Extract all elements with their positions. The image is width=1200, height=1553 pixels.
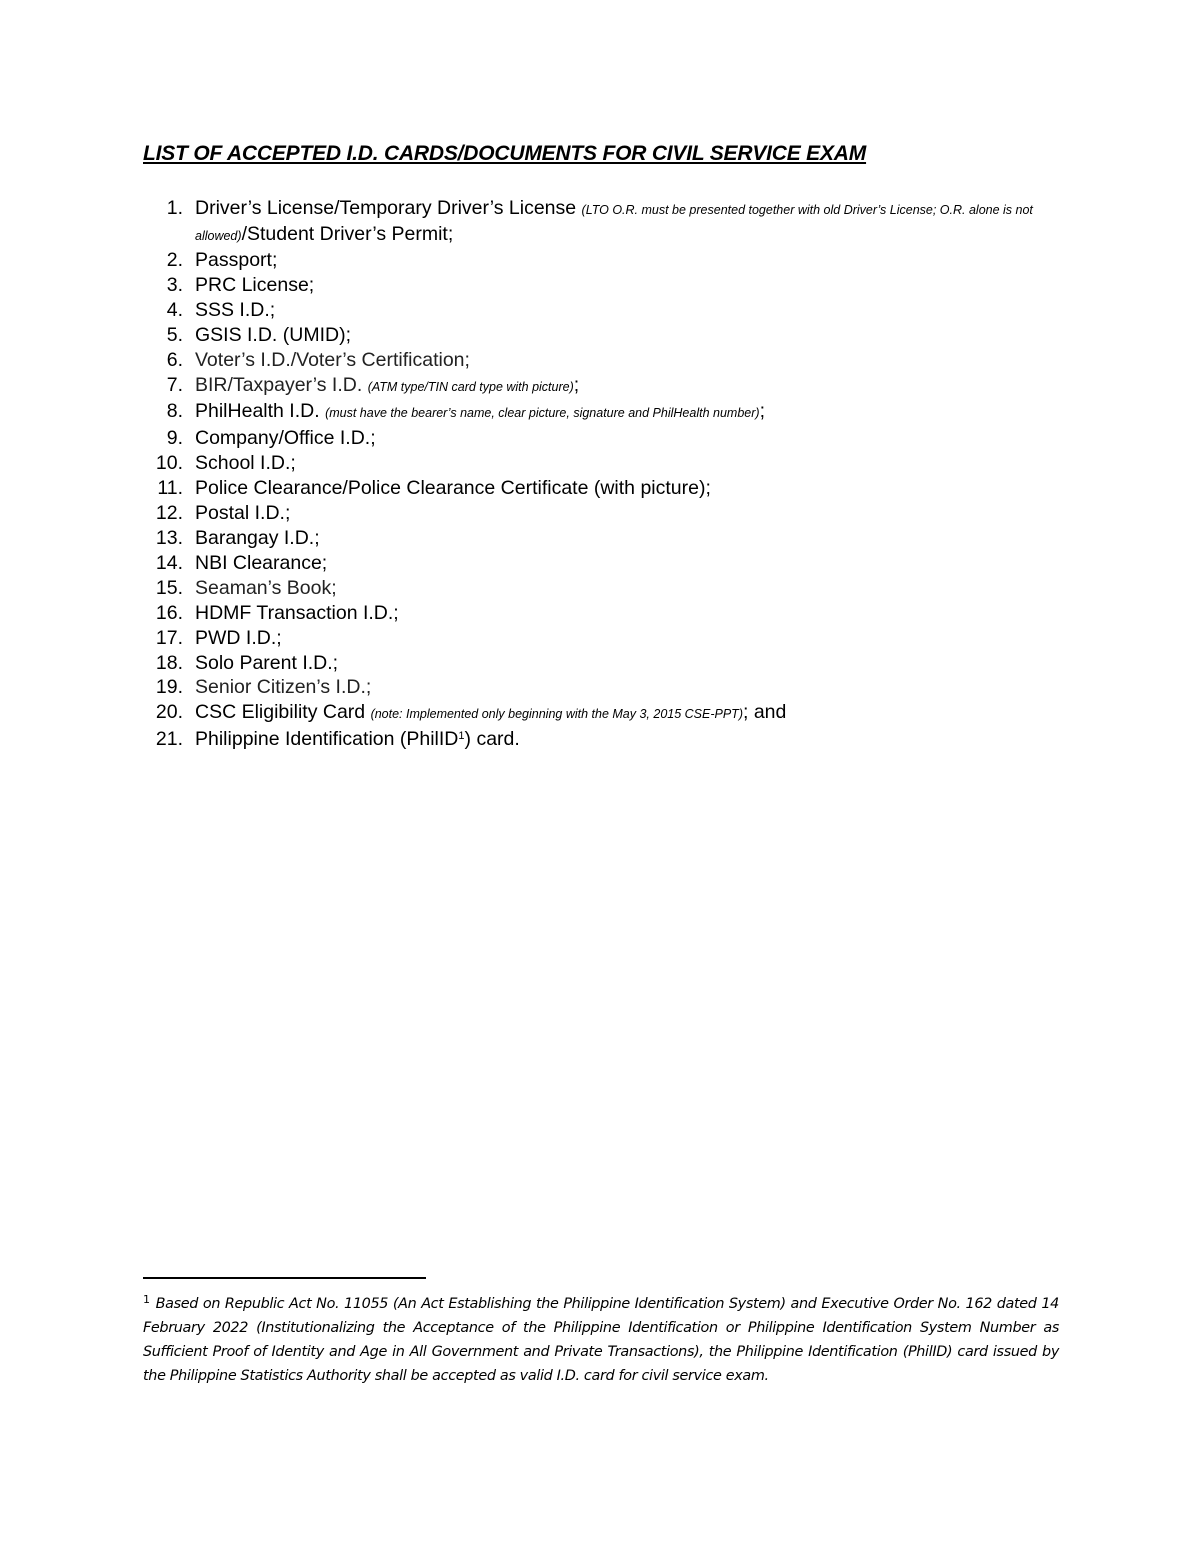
item-text: CSC Eligibility Card [195,701,366,724]
item-number: 2. [166,249,183,271]
item-text: PhilHealth I.D. [195,400,320,423]
item-number: 17. [155,626,183,649]
item-number: 3. [166,273,183,296]
footnote-separator [143,1277,426,1279]
item-number: 7. [166,373,183,396]
item-number: 21. [155,728,183,751]
item-number: 9. [166,427,183,450]
list-item [143,700,1073,727]
item-number: 12. [155,502,183,525]
item-text: Passport; [195,249,278,271]
item-text: SSS I.D.; [195,298,276,321]
item-note: (LTO O.R. must be presented together with old Driver’s License; O.R. alone is not allowed) [195,203,1033,243]
footnote [143,1292,1059,1388]
item-text: Philippine Identification (PhilID [195,728,459,751]
list-item [143,273,1073,298]
item-text: HDMF Transaction I.D.; [195,601,399,624]
list-item [143,526,1073,551]
item-text: Voter’s I.D./Voter’s Certification; [195,348,470,371]
list-item [143,727,1073,752]
list-item [143,399,1073,426]
item-text: School I.D.; [195,452,296,475]
item-number: 1. [166,197,183,219]
list-item [143,373,1073,400]
item-number: 6. [166,348,183,371]
footnote-text: Based on Republic Act No. 11055 (An Act Establishing the Philippine Identification System) and Executive Order No. 162 dated 14 February 2022 (Institutionalizing the Acceptance of the Philippine Identification or Philippine Identification System Number as Sufficient Proof of Identity and Age in All Government and Private Transactions), the Philippine Identification (PhilID) card issued by the Philippine Statistics Authority shall be accepted as valid I.D. card for civil service exam. [143,1296,1059,1384]
list-item [143,651,1073,676]
accepted-id-list [143,196,1073,752]
list-item [143,348,1073,373]
item-text: PWD I.D.; [195,626,282,649]
item-text: Barangay I.D.; [195,526,320,549]
item-text: Company/Office I.D.; [195,427,376,450]
list-item [143,196,1073,248]
item-number: 19. [155,676,183,699]
item-text: NBI Clearance; [195,551,328,574]
list-item [143,323,1073,348]
item-number: 8. [166,400,183,423]
footnote-reference[interactable]: 1 [458,730,465,743]
list-item [143,626,1073,651]
item-number: 15. [155,576,183,599]
list-item [143,426,1073,451]
document-title: LIST OF ACCEPTED I.D. CARDS/DOCUMENTS FOR CIVIL SERVICE EXAM [143,142,867,165]
item-number: 13. [155,526,183,549]
item-tail: ; [759,400,765,423]
item-number: 20. [155,701,183,724]
footnote-mark: 1 [143,1293,150,1306]
list-item [143,551,1073,576]
item-note: (ATM type/TIN card type with picture) [367,379,574,394]
item-tail: ; and [742,701,787,724]
list-item [143,298,1073,323]
list-item [143,576,1073,601]
list-item [143,501,1073,526]
item-number: 4. [166,298,183,321]
item-text: Senior Citizen’s I.D.; [195,676,372,699]
list-item [143,675,1073,700]
item-number: 14. [155,551,183,574]
item-number: 18. [155,651,183,674]
item-text: Driver’s License/Temporary Driver’s License [195,197,577,219]
list-item [143,476,1073,501]
item-tail: ; [573,373,580,396]
item-number: 16. [155,601,183,624]
list-item [143,451,1073,476]
item-text: BIR/Taxpayer’s I.D. [195,373,363,396]
item-note: (must have the bearer’s name, clear picture, signature and PhilHealth number) [325,406,760,421]
item-text: GSIS I.D. (UMID); [195,323,351,346]
item-text: Police Clearance/Police Clearance Certificate (with picture); [195,477,711,500]
item-number: 5. [166,323,183,346]
item-text: PRC License; [195,273,315,296]
list-item [143,248,1073,273]
list-item [143,601,1073,626]
item-number: 10. [155,452,183,475]
item-text-after: ) card. [464,728,520,751]
item-text: Solo Parent I.D.; [195,651,339,674]
item-number: 11. [157,477,183,500]
item-text: Postal I.D.; [195,502,291,525]
item-note: (note: Implemented only beginning with the May 3, 2015 CSE-PPT) [370,707,743,722]
item-text: Seaman’s Book; [195,576,337,599]
item-tail: /Student Driver’s Permit; [241,223,454,245]
